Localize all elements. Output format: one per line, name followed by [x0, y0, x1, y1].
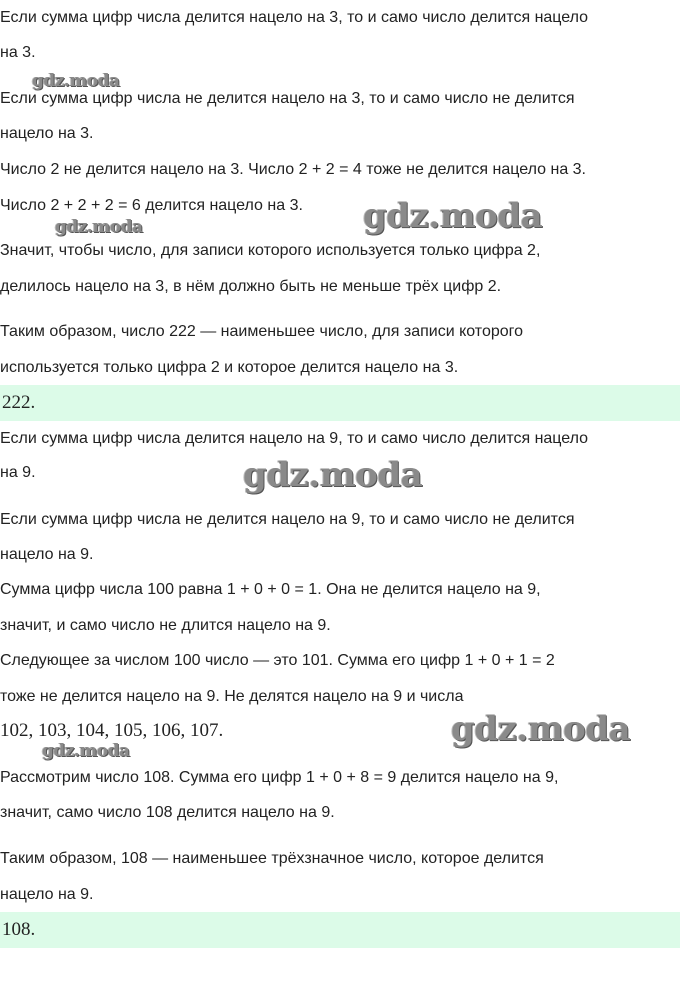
answer-value: 108. [2, 919, 36, 940]
watermark-logo: gdz.moda [32, 71, 120, 91]
text-line: Таким образом, 108 — наименьшее трёхзначное число, которое делится [0, 850, 544, 867]
text-line: значит, само число 108 делится нацело на 9. [0, 804, 335, 821]
text-line: Если сумма цифр числа делится нацело на 9, то и само число делится нацело [0, 430, 589, 447]
text-line: Если сумма цифр числа не делится нацело на 3, то и само число не делится [0, 90, 575, 107]
text-line: используется только цифра 2 и которое делится нацело на 3. [0, 359, 459, 376]
text-line: Число 2 не делится нацело на 3. Число 2 + 2 = 4 тоже не делится нацело на 3. [0, 161, 586, 178]
text-line: Если сумма цифр числа делится нацело на 3, то и само число делится нацело [0, 9, 589, 26]
answer-box [0, 912, 680, 948]
text-line: делилось нацело на 3, в нём должно быть не меньше трёх цифр 2. [0, 278, 502, 295]
text-line: Следующее за числом 100 число — это 101. Сумма его цифр 1 + 0 + 1 = 2 [0, 652, 555, 669]
text-line: тоже не делится нацело на 9. Не делятся нацело на 9 и числа [0, 688, 464, 705]
text-line: на 3. [0, 44, 36, 61]
answer-box [0, 385, 680, 421]
watermark-logo: gdz.moda [451, 709, 631, 749]
answer-value: 222. [2, 392, 36, 413]
watermark-logo: gdz.moda [363, 196, 543, 236]
text-line: нацело на 9. [0, 886, 94, 903]
text-line: Сумма цифр числа 100 равна 1 + 0 + 0 = 1. Она не делится нацело на 9, [0, 581, 541, 598]
text-line: на 9. [0, 464, 36, 481]
watermark-logo: gdz.moda [55, 217, 143, 237]
text-line: 102, 103, 104, 105, 106, 107. [0, 720, 224, 741]
text-line: Число 2 + 2 + 2 = 6 делится нацело на 3. [0, 197, 303, 214]
text-line: Рассмотрим число 108. Сумма его цифр 1 + 0 + 8 = 9 делится нацело на 9, [0, 769, 559, 786]
watermark-logo: gdz.moda [42, 741, 130, 761]
text-line: нацело на 3. [0, 125, 94, 142]
text-line: Если сумма цифр числа не делится нацело на 9, то и само число не делится [0, 511, 575, 528]
watermark-logo: gdz.moda [243, 455, 423, 495]
text-line: Таким образом, число 222 — наименьшее число, для записи которого [0, 323, 524, 340]
text-line: значит, и само число не длится нацело на 9. [0, 617, 331, 634]
text-line: Значит, чтобы число, для записи которого используется только цифра 2, [0, 242, 541, 259]
text-line: нацело на 9. [0, 546, 94, 563]
